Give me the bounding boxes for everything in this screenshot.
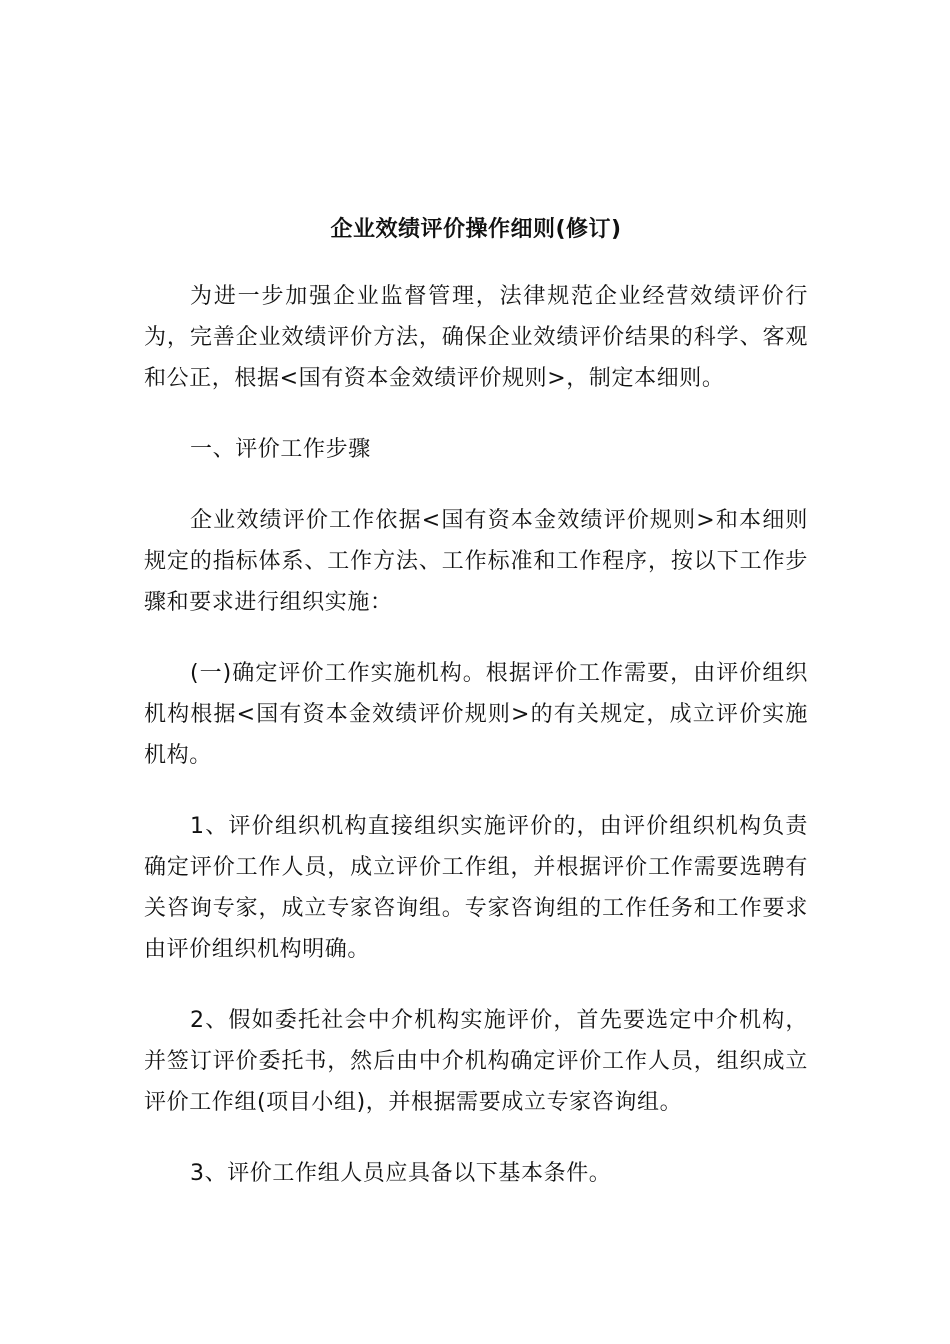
list-item-paragraph-3: 3、评价工作组人员应具备以下基本条件。 bbox=[190, 1161, 612, 1186]
document-body bbox=[144, 214, 808, 1224]
subsection-paragraph-1: (一)确定评价工作实施机构。根据评价工作需要，由评价组织机构根据<国有资本金效绩评价规则>的有关规定，成立评价实施机构。 bbox=[144, 661, 808, 768]
intro-paragraph: 为进一步加强企业监督管理，法律规范企业经营效绩评价行为，完善企业效绩评价方法，确保企业效绩评价结果的科学、客观和公正，根据<国有资本金效绩评价规则>，制定本细则。 bbox=[144, 284, 808, 391]
list-item-paragraph-2: 2、假如委托社会中介机构实施评价，首先要选定中介机构，并签订评价委托书，然后由中介机构确定评价工作人员，组织成立评价工作组(项目小组)，并根据需要成立专家咨询组。 bbox=[144, 1008, 808, 1115]
document-title: 企业效绩评价操作细则(修订) bbox=[330, 217, 622, 242]
list-item-paragraph-1: 1、评价组织机构直接组织实施评价的，由评价组织机构负责确定评价工作人员，成立评价工作组，并根据评价工作需要选聘有关咨询专家，成立专家咨询组。专家咨询组的工作任务和工作要求由评价组织机构明确。 bbox=[144, 814, 808, 962]
section-heading-evaluation-steps: 一、评价工作步骤 bbox=[190, 437, 371, 462]
steps-overview-paragraph: 企业效绩评价工作依据<国有资本金效绩评价规则>和本细则规定的指标体系、工作方法、工作标准和工作程序，按以下工作步骤和要求进行组织实施： bbox=[144, 508, 808, 615]
